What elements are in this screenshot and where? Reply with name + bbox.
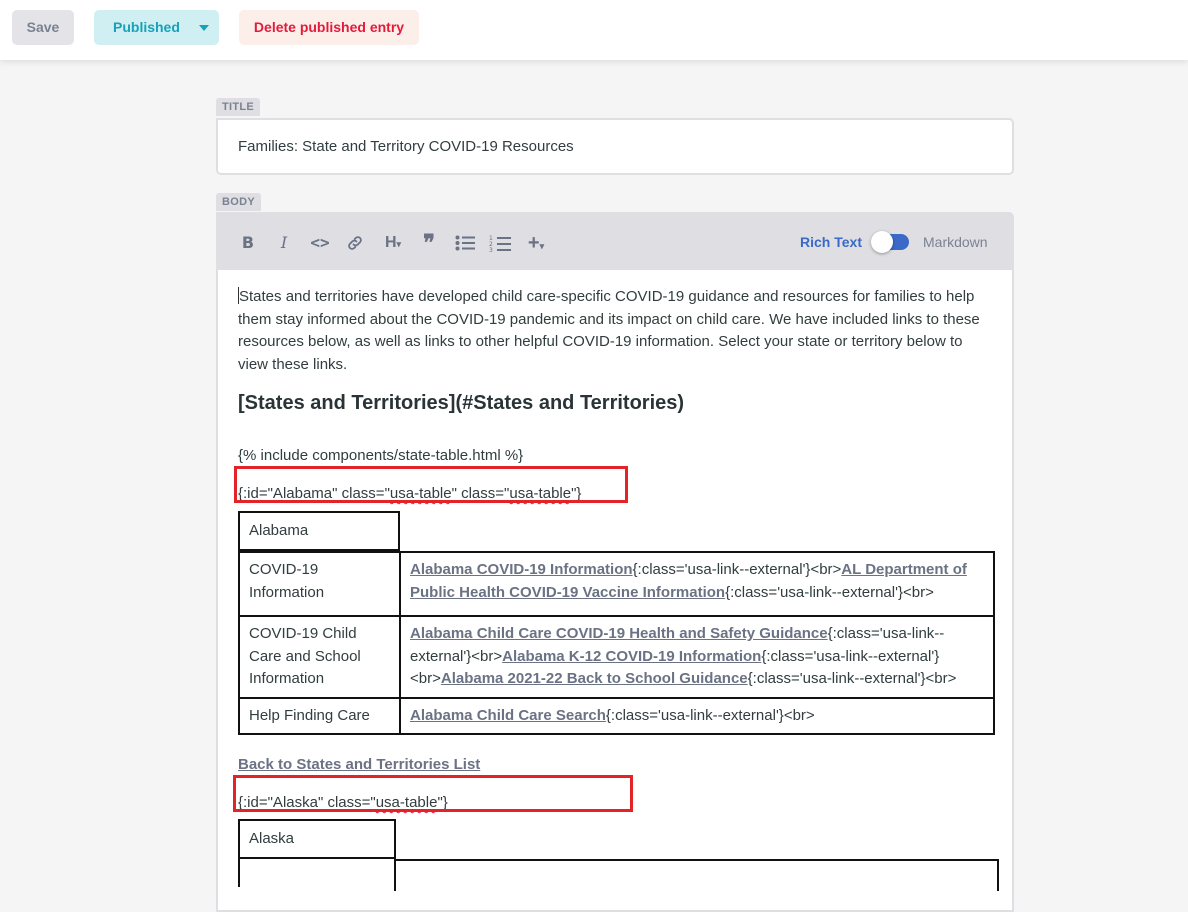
- bold-icon[interactable]: B: [241, 233, 255, 252]
- table-cell-label: COVID-19 Child Care and School Information: [239, 616, 400, 698]
- table-link[interactable]: Alabama Child Care Search: [410, 706, 606, 724]
- code-icon[interactable]: <>: [310, 233, 330, 252]
- alaska-attribute-line: {:id="Alaska" class="usa-table"}: [238, 794, 448, 811]
- table-cell-label: Help Finding Care: [239, 698, 400, 735]
- highlight-box-alabama: [234, 466, 628, 503]
- alaska-table-caption: Alaska: [238, 819, 396, 859]
- alabama-table: [238, 551, 995, 735]
- body-editor[interactable]: [216, 212, 1014, 912]
- table-cell-links: Alabama Child Care COVID-19 Health and Safety Guidance{:class='usa-link--external'}<br>Alabama K-12 COVID-19 Information{:class='usa-link--external'}<br>Alabama 2021-22 Back to School Guidance{:class='usa-link--external'}<br>: [400, 616, 994, 698]
- states-territories-heading: [States and Territories](#States and Territories): [238, 392, 685, 414]
- table-row: [239, 552, 994, 616]
- numbered-list-icon[interactable]: [488, 232, 512, 254]
- italic-icon[interactable]: I: [280, 233, 288, 252]
- table-link[interactable]: Alabama Child Care COVID-19 Health and Safety Guidance: [410, 625, 828, 642]
- table-cell-label: COVID-19 Information: [239, 552, 400, 616]
- alabama-attribute-line: {:id="Alabama" class="usa-table" class="usa-table"}: [238, 485, 582, 502]
- delete-published-entry-button[interactable]: Delete published entry: [239, 10, 419, 45]
- table-link[interactable]: Alabama 2021-22 Back to School Guidance: [440, 670, 748, 687]
- table-cell-links: Alabama COVID-19 Information{:class='usa-link--external'}<br>AL Department of Public Health COVID-19 Vaccine Information{:class='usa-link--external'}<br>: [400, 552, 994, 616]
- include-directive: {% include components/state-table.html %}: [238, 447, 524, 464]
- toggle-knob: [871, 231, 893, 253]
- body-field-label: BODY: [216, 193, 261, 211]
- svg-text:2: 2: [489, 241, 493, 248]
- svg-text:3: 3: [489, 247, 493, 252]
- back-to-list-link[interactable]: Back to States and Territories List: [238, 756, 481, 773]
- table-link[interactable]: Alabama K-12 COVID-19 Information: [502, 647, 762, 665]
- link-icon[interactable]: [344, 232, 366, 254]
- table-link[interactable]: AL Department of Public Health COVID-19 Vaccine Information: [410, 561, 967, 601]
- rich-text-mode-label[interactable]: Rich Text: [800, 234, 862, 250]
- title-input[interactable]: Families: State and Territory COVID-19 Resources: [216, 118, 1014, 175]
- save-button[interactable]: Save: [12, 10, 74, 45]
- table-row: [239, 616, 994, 698]
- heading-icon[interactable]: H▾: [384, 234, 402, 251]
- alabama-table-caption: Alabama: [238, 511, 400, 551]
- svg-text:1: 1: [489, 235, 493, 242]
- table-cell-links: Alabama Child Care Search{:class='usa-link--external'}<br>: [400, 698, 994, 735]
- alaska-table-left-border: [238, 857, 240, 887]
- top-action-bar: [0, 0, 1188, 60]
- table-link[interactable]: Alabama COVID-19 Information: [410, 561, 633, 578]
- published-label: Published: [113, 19, 180, 35]
- quote-icon[interactable]: ❞: [423, 230, 435, 255]
- markdown-mode-label[interactable]: Markdown: [923, 234, 988, 250]
- highlight-box-alaska: [233, 775, 633, 812]
- editor-mode-toggle[interactable]: [873, 234, 909, 250]
- chevron-down-icon[interactable]: [199, 25, 209, 31]
- add-component-icon[interactable]: +▾: [527, 232, 545, 254]
- editor-toolbar: [218, 214, 1012, 270]
- table-row: [239, 698, 994, 735]
- title-field-label: TITLE: [216, 98, 260, 116]
- published-status-button[interactable]: [94, 10, 219, 45]
- intro-paragraph: States and territories have developed child care-specific COVID-19 guidance and resources for families to help them stay informed about the COVID-19 pandemic and its impact on child care. We have included links to these resources below, as well as links to other helpful COVID-19 information. Select your state or territory below to view these links.: [238, 288, 980, 373]
- bulleted-list-icon[interactable]: [454, 232, 476, 254]
